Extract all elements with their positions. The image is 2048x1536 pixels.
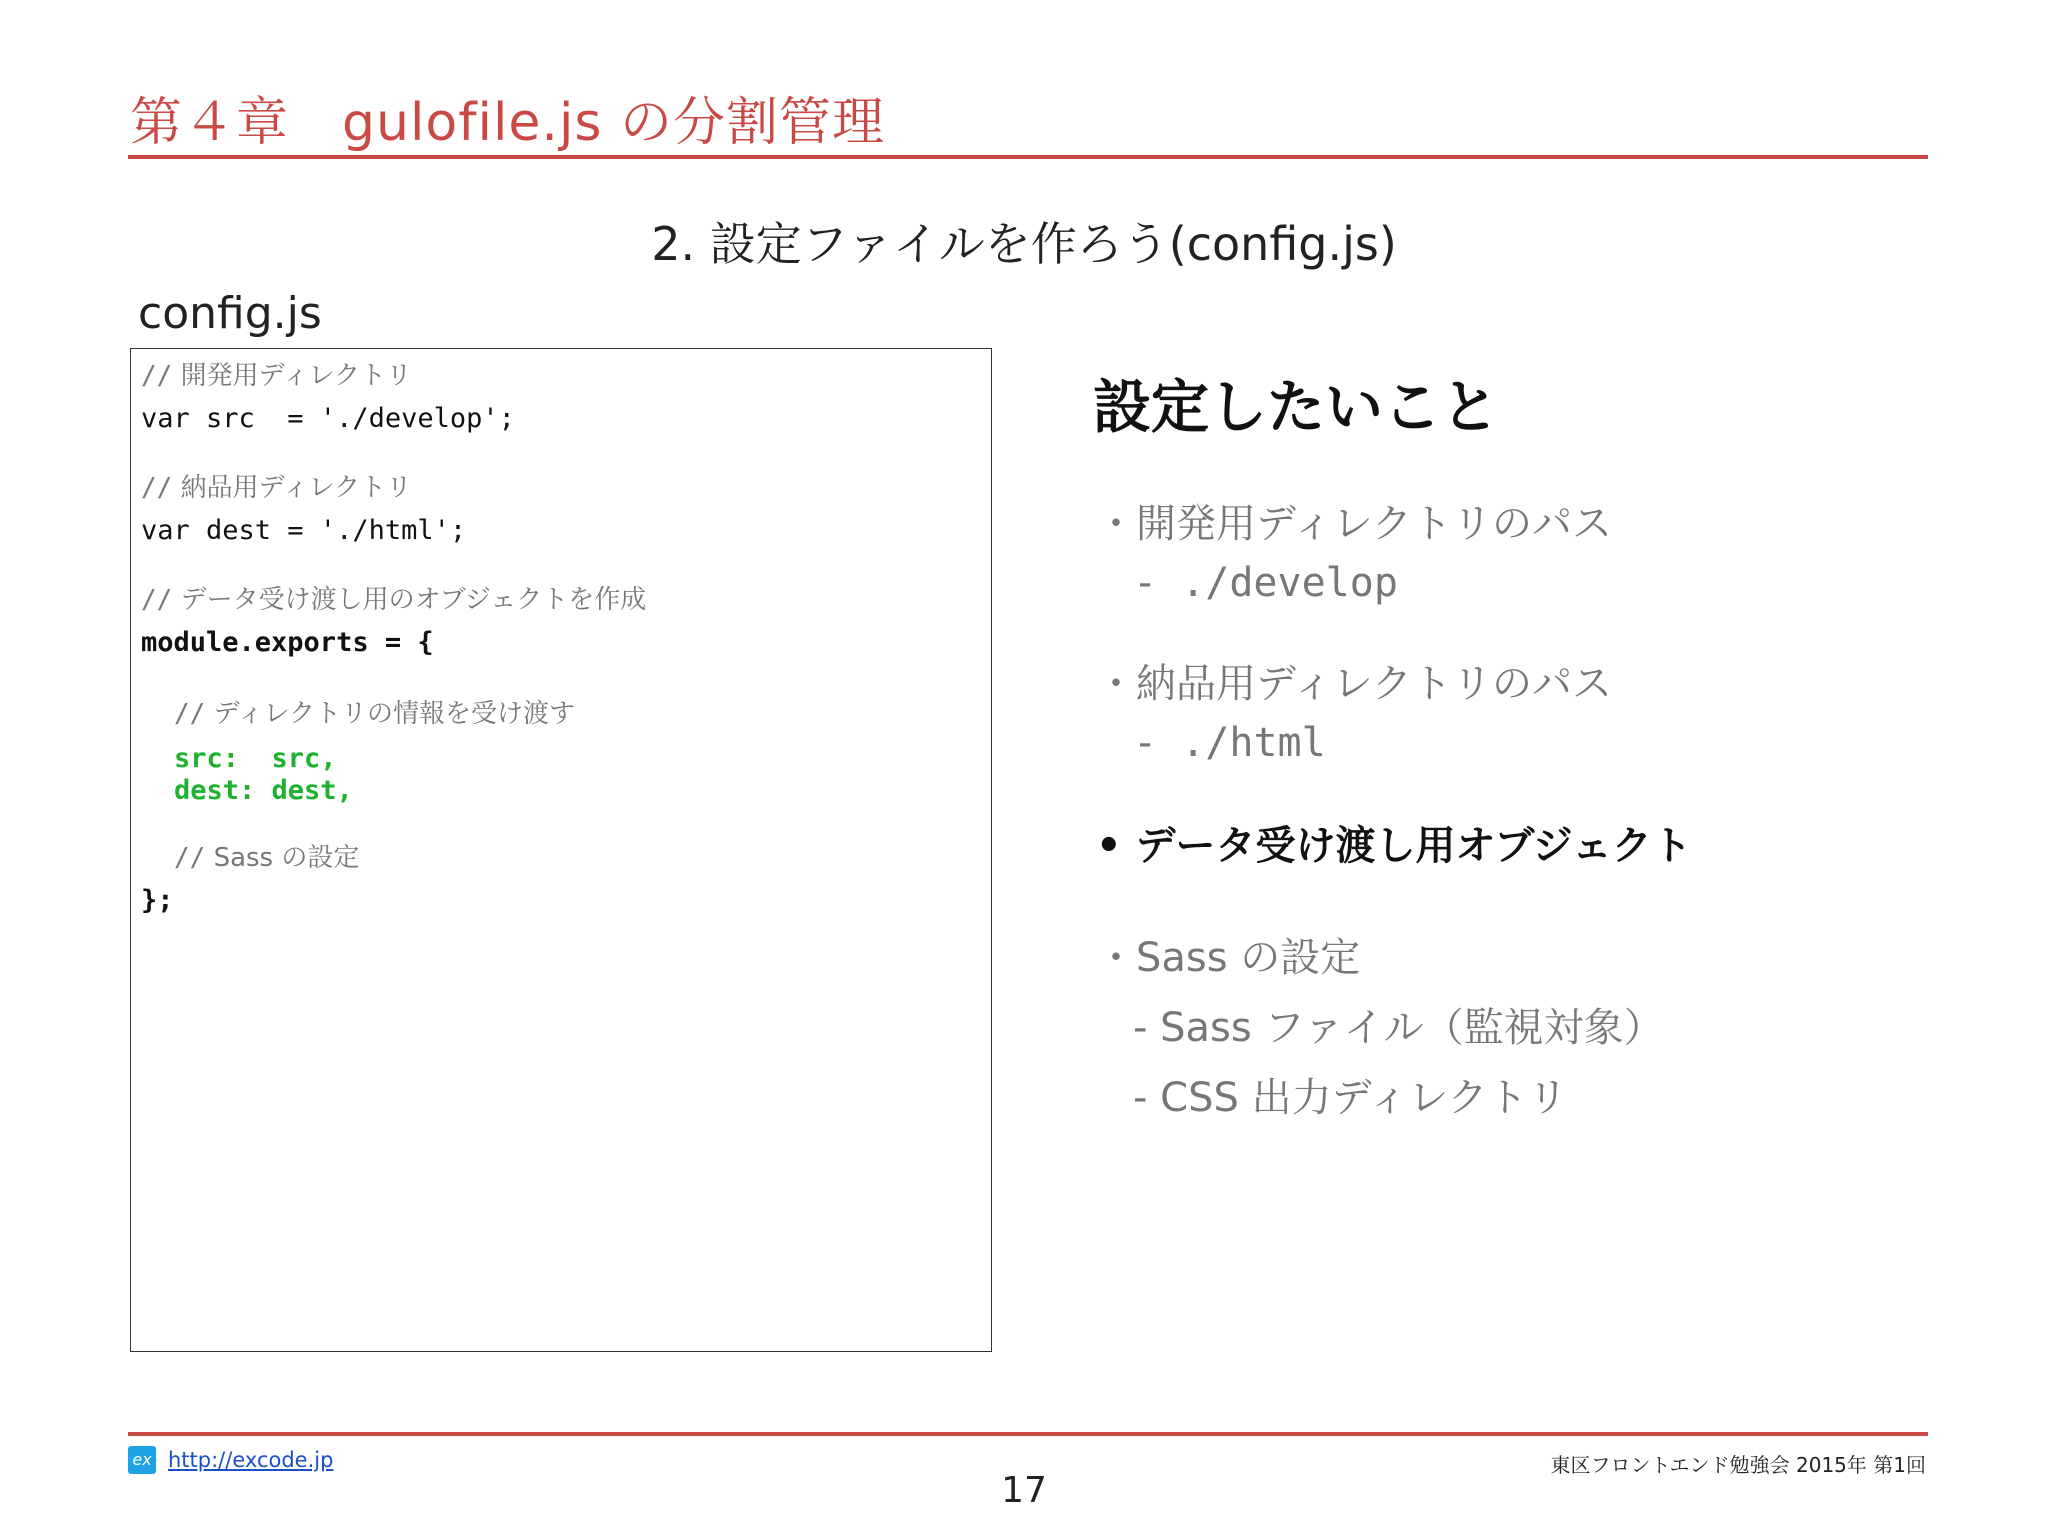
list-subitem: - ./html: [1133, 720, 1326, 766]
list-item: ・Sass の設定: [1096, 935, 1361, 981]
page-number: 17: [1001, 1470, 1047, 1511]
code-line: src: src,: [174, 743, 337, 774]
header-divider: [128, 155, 1928, 159]
code-filename: config.js: [138, 288, 322, 339]
code-comment: // ディレクトリの情報を受け渡す: [174, 699, 575, 729]
list-item: ・開発用ディレクトリのパス: [1096, 501, 1612, 547]
footer-divider: [128, 1432, 1928, 1436]
list-subitem: - ./develop: [1133, 560, 1398, 606]
slide-subtitle: 2. 設定ファイルを作ろう(config.js): [651, 217, 1397, 271]
list-subitem: - CSS 出力ディレクトリ: [1133, 1075, 1568, 1121]
code-comment: // 納品用ディレクトリ: [141, 473, 412, 503]
section-heading: 設定したいこと: [1093, 373, 1500, 441]
code-comment: // 開発用ディレクトリ: [141, 361, 412, 391]
code-line: dest: dest,: [174, 775, 353, 806]
event-name: 東区フロントエンド勉強会 2015年 第1回: [1550, 1453, 1926, 1477]
code-comment: // Sass の設定: [174, 843, 360, 873]
list-item-active: • データ受け渡し用オブジェクト: [1096, 823, 1692, 869]
list-item: ・納品用ディレクトリのパス: [1096, 661, 1612, 707]
list-subitem: - Sass ファイル（監視対象）: [1133, 1005, 1664, 1051]
excode-logo-icon: ex: [128, 1446, 156, 1474]
chapter-title: 第４章 gulofile.js の分割管理: [130, 93, 886, 153]
code-panel: [130, 348, 992, 1352]
footer-link[interactable]: http://excode.jp: [168, 1448, 334, 1472]
code-line: };: [141, 885, 174, 916]
code-line: var src = './develop';: [141, 403, 515, 434]
code-line: module.exports = {: [141, 627, 434, 658]
code-comment: // データ受け渡し用のオブジェクトを作成: [141, 585, 647, 615]
code-line: var dest = './html';: [141, 515, 467, 546]
